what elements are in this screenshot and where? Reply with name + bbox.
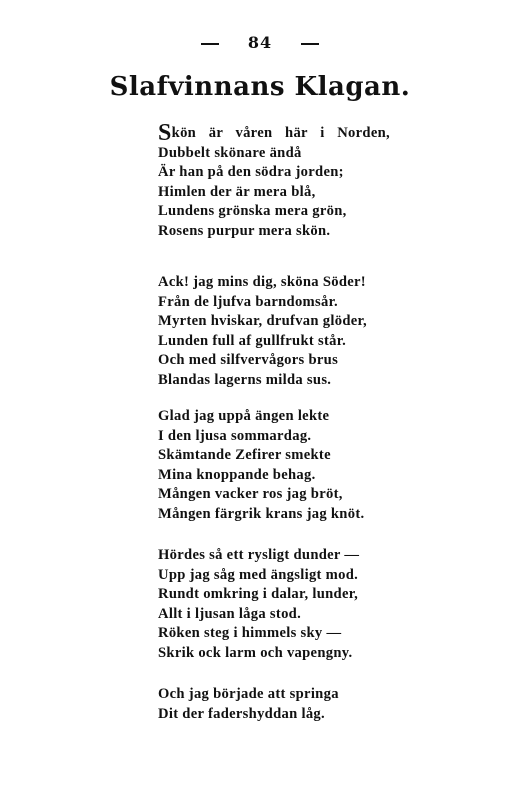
poem-line: Är han på den södra jorden; (158, 164, 344, 181)
stanza-1 (158, 120, 390, 242)
stanza-3 (158, 407, 390, 525)
poem-line: Mången vacker ros jag bröt, (158, 486, 343, 503)
poem-line: Allt i ljusan låga stod. (158, 605, 302, 622)
poem-line: Glad jag uppå ängen lekte (158, 408, 330, 424)
poem-line: Röken steg i himmels sky — (158, 625, 342, 642)
poem-line: Och jag började att springa (158, 686, 339, 702)
page-number: 84 (247, 33, 273, 52)
poem-line: Ack! jag mins dig, sköna Söder! (158, 274, 366, 290)
poem-line: Myrten hviskar, drufvan glöder, (158, 313, 367, 330)
poem-line: Skrik ock larm och vapengny. (158, 644, 353, 661)
poem-line: Rosens purpur mera skön. (158, 222, 331, 239)
poem-line: Lunden full af gullfrukt står. (158, 332, 347, 349)
poem-line: Mången färgrik krans jag knöt. (158, 505, 365, 522)
poem-line: Blandas lagerns milda sus. (158, 371, 332, 388)
poem-line: Och med silfvervågors brus (158, 352, 339, 369)
poem-line: I den ljusa sommardag. (158, 427, 312, 444)
poem-line: Dubbelt skönare ändå (158, 144, 302, 161)
drop-cap: S (158, 120, 172, 146)
poem-line: Lundens grönska mera grön, (158, 203, 347, 220)
poem-line: Rundt omkring i dalar, lunder, (158, 586, 359, 603)
left-dash (201, 43, 219, 45)
poem-line: Upp jag såg med ängsligt mod. (158, 566, 359, 583)
poem-line: Skämtande Zefirer smekte (158, 447, 331, 464)
right-dash (301, 43, 319, 45)
poem-line: Himlen der är mera blå, (158, 183, 316, 200)
poem-line: Från de ljufva barndomsår. (158, 293, 338, 310)
poem-line: Hördes så ett rysligt dunder — (158, 547, 360, 563)
stanza-4 (158, 546, 390, 664)
poem-line: Mina knoppande behag. (158, 466, 316, 483)
stanza-5 (158, 685, 390, 724)
poem-title: Slafvinnans Klagan. (109, 72, 411, 102)
poem-line: Skön är våren här i Norden, (158, 120, 390, 146)
stanza-2 (158, 273, 390, 391)
page-number-header (0, 33, 520, 52)
poem-line: Dit der fadershyddan låg. (158, 705, 325, 722)
